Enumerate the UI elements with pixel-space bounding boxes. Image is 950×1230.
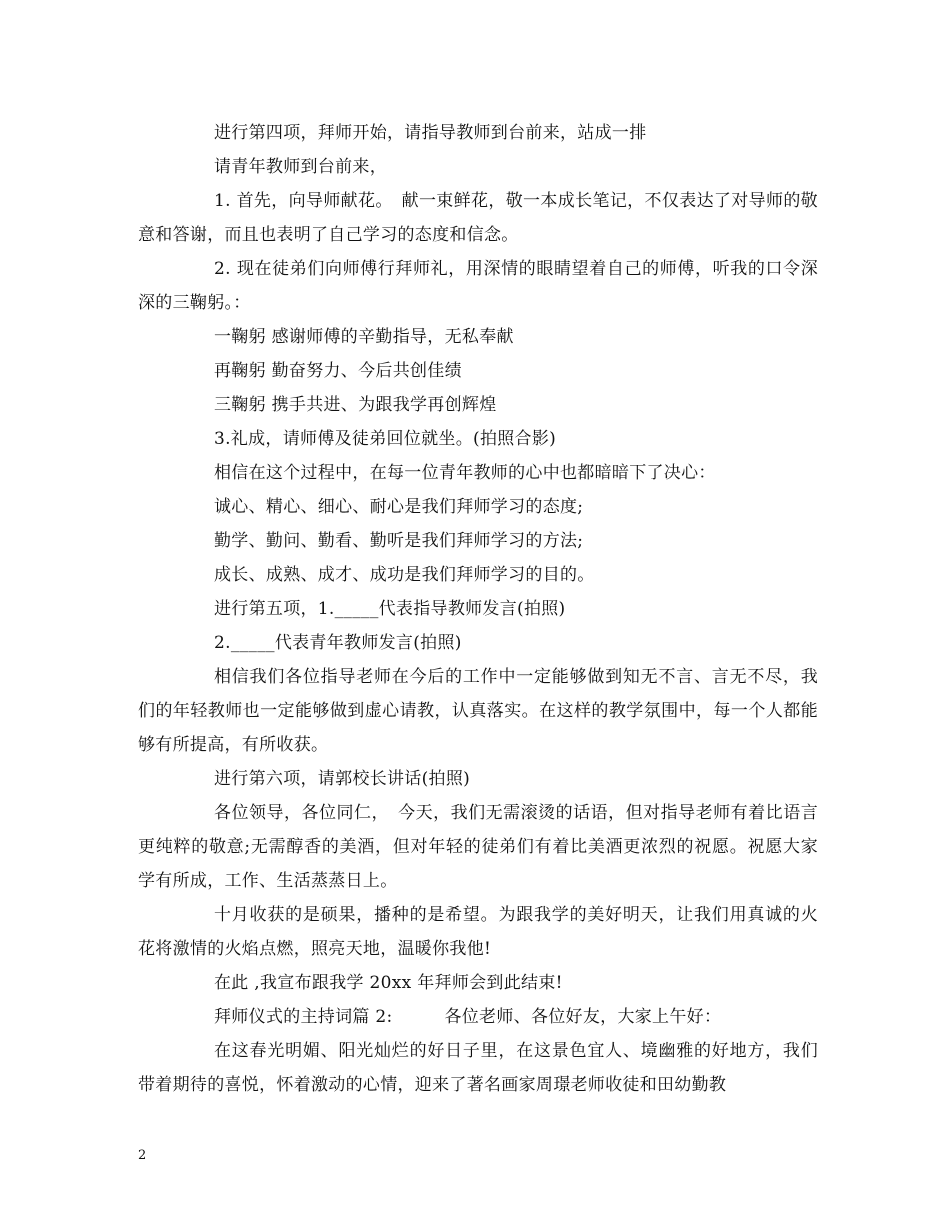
paragraph-ceremony-complete: 3.礼成，请师傅及徒弟回位就坐。(拍照合影) [214, 429, 557, 449]
paragraph-young-teacher-speech: 2._____代表青年教师发言(拍照) [214, 633, 462, 653]
paragraph-mentor-commitment: 相信我们各位指导老师在今后的工作中一定能够做到知无不言、言无不尽，我们的年轻教师也一定能够做到虚心请教，认真落实。在这样的教学氛围中，每一个人都能够有所提高，有所收获。 [138, 667, 818, 755]
paragraph-second-bow: 再鞠躬 勤奋努力、今后共创佳绩 [214, 361, 462, 381]
paragraph-step-four: 进行第四项，拜师开始，请指导教师到台前来，站成一排 [214, 123, 647, 143]
paragraph-principal-speech: 各位领导，各位同仁， 今天，我们无需滚烫的话语，但对指导老师有着比语言更纯粹的敬意;无需醇香的美酒，但对年轻的徒弟们有着比美酒更浓烈的祝愿。祝愿大家学有所成，工作、生活蒸蒸日上。 [138, 803, 818, 891]
paragraph-bow-ceremony: 2. 现在徒弟们向师傅行拜师礼，用深情的眼睛望着自己的师傅，听我的口令深深的三鞠躬。： [138, 259, 818, 313]
paragraph-present-flowers: 1. 首先，向导师献花。 献一束鲜花，敬一本成长笔记，不仅表达了对导师的敬意和答谢，而且也表明了自己学习的态度和信念。 [138, 191, 818, 245]
paragraph-first-bow: 一鞠躬 感谢师傅的辛勤指导，无私奉献 [214, 327, 514, 347]
paragraph-host-script-heading: 拜师仪式的主持词篇 2: 各位老师、各位好友，大家上午好： [214, 1007, 722, 1027]
paragraph-attitude: 诚心、精心、细心、耐心是我们拜师学习的态度; [214, 497, 584, 517]
paragraph-method: 勤学、勤问、勤看、勤听是我们拜师学习的方法; [214, 531, 584, 551]
paragraph-goal: 成长、成熟、成才、成功是我们拜师学习的目的。 [214, 565, 595, 585]
paragraph-invite-young-teachers: 请青年教师到台前来， [214, 157, 387, 177]
paragraph-step-five: 进行第五项，1._____代表指导教师发言(拍照) [214, 599, 566, 619]
paragraph-step-six: 进行第六项，请郭校长讲话(拍照) [214, 769, 471, 789]
paragraph-third-bow: 三鞠躬 携手共进、为跟我学再创辉煌 [214, 395, 497, 415]
page-number: 2 [138, 1148, 147, 1163]
paragraph-closing-announcement: 在此 ,我宣布跟我学 20xx 年拜师会到此结束! [214, 973, 563, 993]
body-text [138, 116, 818, 1102]
paragraph-resolution: 相信在这个过程中，在每一位青年教师的心中也都暗暗下了决心： [214, 463, 716, 483]
paragraph-october-harvest: 十月收获的是硕果，播种的是希望。为跟我学的美好明天，让我们用真诚的火花将激情的火焰点燃，照亮天地，温暖你我他! [138, 905, 818, 959]
paragraph-spring-opening: 在这春光明媚、阳光灿烂的好日子里，在这景色宜人、境幽雅的好地方，我们带着期待的喜悦，怀着激动的心情，迎来了著名画家周璟老师收徒和田幼勤教 [138, 1041, 818, 1095]
